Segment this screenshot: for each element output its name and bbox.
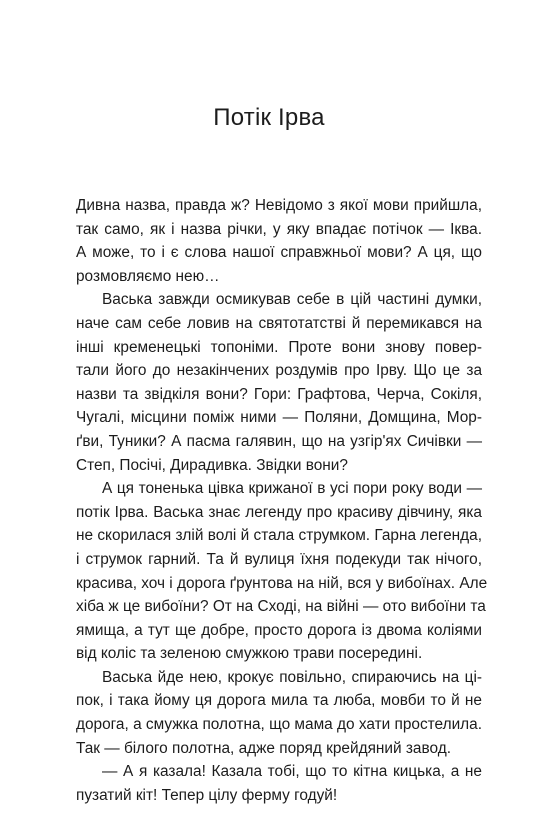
- text-line: Так — білого полотна, адже поряд крейдяний завод.: [76, 739, 451, 757]
- chapter-title: Потік Ірва: [213, 104, 325, 131]
- text-line: Васька йде нею, крокує повільно, спираючись на ці-: [102, 668, 482, 686]
- text-line: ямища, а тут ще добре, просто дорога із двома коліями: [76, 621, 482, 639]
- text-line: Дивна назва, правда ж? Невідомо з якої мови прийшла,: [76, 197, 482, 214]
- text-line: так само, як і назва річки, у яку впадає потічок — Іква.: [76, 220, 482, 238]
- text-line: назви та звідкіля вони? Гори: Графтова, Черча, Сокіля,: [76, 385, 482, 403]
- text-line: і струмок гарний. Та й вулиця їхня подекуди так нічого,: [76, 550, 482, 568]
- text-line: Степ, Посічі, Дирадивка. Звідки вони?: [76, 456, 348, 474]
- text-line: потік Ірва. Васька знає легенду про красиву дівчину, яка: [76, 503, 482, 521]
- text-line: тали його до незакінчених роздумів про Ірву. Що це за: [76, 362, 482, 380]
- text-line: — А я казала! Казала тобі, що то кітна кицька, а не: [102, 763, 482, 781]
- text-line: хіба ж це вибоїни? От на Сході, на війні — ото вибоїни та: [76, 598, 486, 616]
- text-line: пузатий кіт! Тепер цілу ферму годуй!: [76, 786, 338, 804]
- text-line: дорога, а смужка полотна, що мама до хати простелила.: [76, 716, 482, 734]
- text-line: А ця тоненька цівка крижаної в усі пори року води —: [102, 480, 482, 498]
- text-line: Васька завжди осмикував себе в цій частині думки,: [102, 291, 482, 309]
- text-line: красива, хоч і дорога ґрунтова на ній, вся у вибоїнах. Але: [76, 574, 488, 592]
- text-line: не скорилася злій волі й стала струмком. Гарна легенда,: [76, 527, 482, 545]
- text-line: розмовляємо нею…: [76, 267, 220, 285]
- text-line: пок, і така йому ця дорога мила та люба, мовби то й не: [76, 692, 482, 710]
- text-line: від коліс та зеленою смужкою трави посередині.: [76, 645, 423, 663]
- text-line: наче сам себе ловив на святотатстві й перемикався на: [76, 314, 482, 332]
- text-line: ґви, Туники? А пасма галявин, що на узгір'ях Сичівки —: [76, 432, 482, 450]
- body-text: [76, 194, 488, 807]
- text-line: Чугалі, місцини поміж ними — Поляни, Домщина, Мор-: [76, 409, 482, 427]
- text-line: А може, то і є слова нашої справжньої мови? А ця, що: [76, 244, 482, 262]
- text-line: інші кременецькі топоніми. Проте вони знову повер-: [76, 338, 482, 356]
